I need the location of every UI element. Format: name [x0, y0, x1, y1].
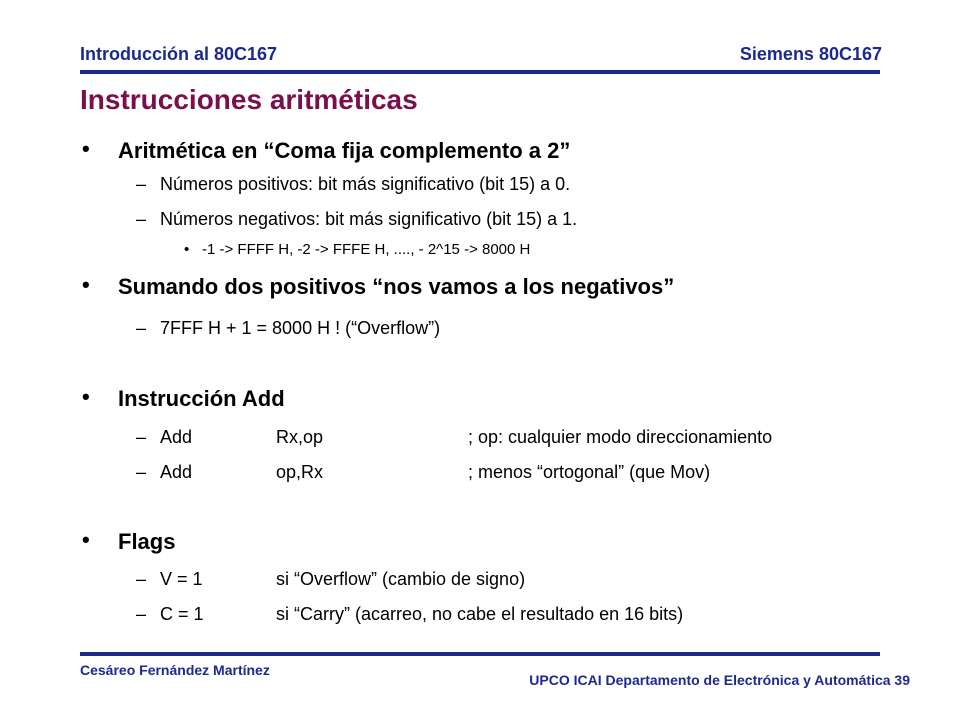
bullet-text: Flags — [118, 529, 176, 554]
footer-institution: UPCO ICAI Departamento de Electrónica y Automática 39 — [529, 672, 910, 688]
bullet-text: Sumando dos positivos “nos vamos a los negativos” — [118, 274, 675, 299]
header-right: Siemens 80C167 — [739, 44, 882, 64]
flag-name: V = 1 — [160, 569, 203, 589]
bullet-icon: • — [82, 384, 90, 409]
footer-divider — [80, 652, 880, 656]
bullet-icon: • — [82, 527, 90, 552]
sub-item-text: Números negativos: bit más significativo (bit 15) a 1. — [160, 209, 578, 229]
bullet-icon: • — [82, 272, 90, 297]
mnemonic: Add — [160, 462, 193, 482]
dash-icon: – — [136, 462, 147, 482]
operands: op,Rx — [276, 462, 324, 482]
bullet-icon: • — [82, 136, 90, 161]
comment: ; op: cualquier modo direccionamiento — [468, 427, 773, 447]
flag-row-v — [136, 569, 896, 593]
footer-author: Cesáreo Fernández Martínez — [80, 662, 270, 678]
flag-row-c — [136, 604, 896, 628]
flag-name: C = 1 — [160, 604, 204, 624]
header-divider — [80, 70, 880, 74]
dash-icon: – — [136, 318, 147, 338]
dash-icon: – — [136, 209, 147, 229]
sub-item-text: 7FFF H + 1 = 8000 H ! (“Overflow”) — [160, 318, 441, 338]
bullet-text: Instrucción Add — [118, 386, 285, 411]
flag-description: si “Carry” (acarreo, no cabe el resultado en 16 bits) — [276, 604, 684, 624]
small-bullet-icon: • — [184, 241, 190, 258]
add-row-rx-op — [136, 427, 896, 451]
dash-icon: – — [136, 569, 147, 589]
add-row-op-rx — [136, 462, 896, 486]
dash-icon: – — [136, 174, 147, 194]
slide-title: Instrucciones aritméticas — [80, 84, 418, 115]
operands: Rx,op — [276, 427, 324, 447]
sub-item-text: Números positivos: bit más significativo (bit 15) a 0. — [160, 174, 571, 194]
mnemonic: Add — [160, 427, 193, 447]
header-left: Introducción al 80C167 — [80, 44, 278, 64]
dash-icon: – — [136, 427, 147, 447]
dash-icon: – — [136, 604, 147, 624]
bullet-text: Aritmética en “Coma fija complemento a 2” — [118, 138, 571, 163]
flag-description: si “Overflow” (cambio de signo) — [276, 569, 526, 589]
comment: ; menos “ortogonal” (que Mov) — [468, 462, 711, 482]
sub-sub-item-text: -1 -> FFFF H, -2 -> FFFE H, ...., - 2^15 -> 8000 H — [202, 241, 531, 258]
